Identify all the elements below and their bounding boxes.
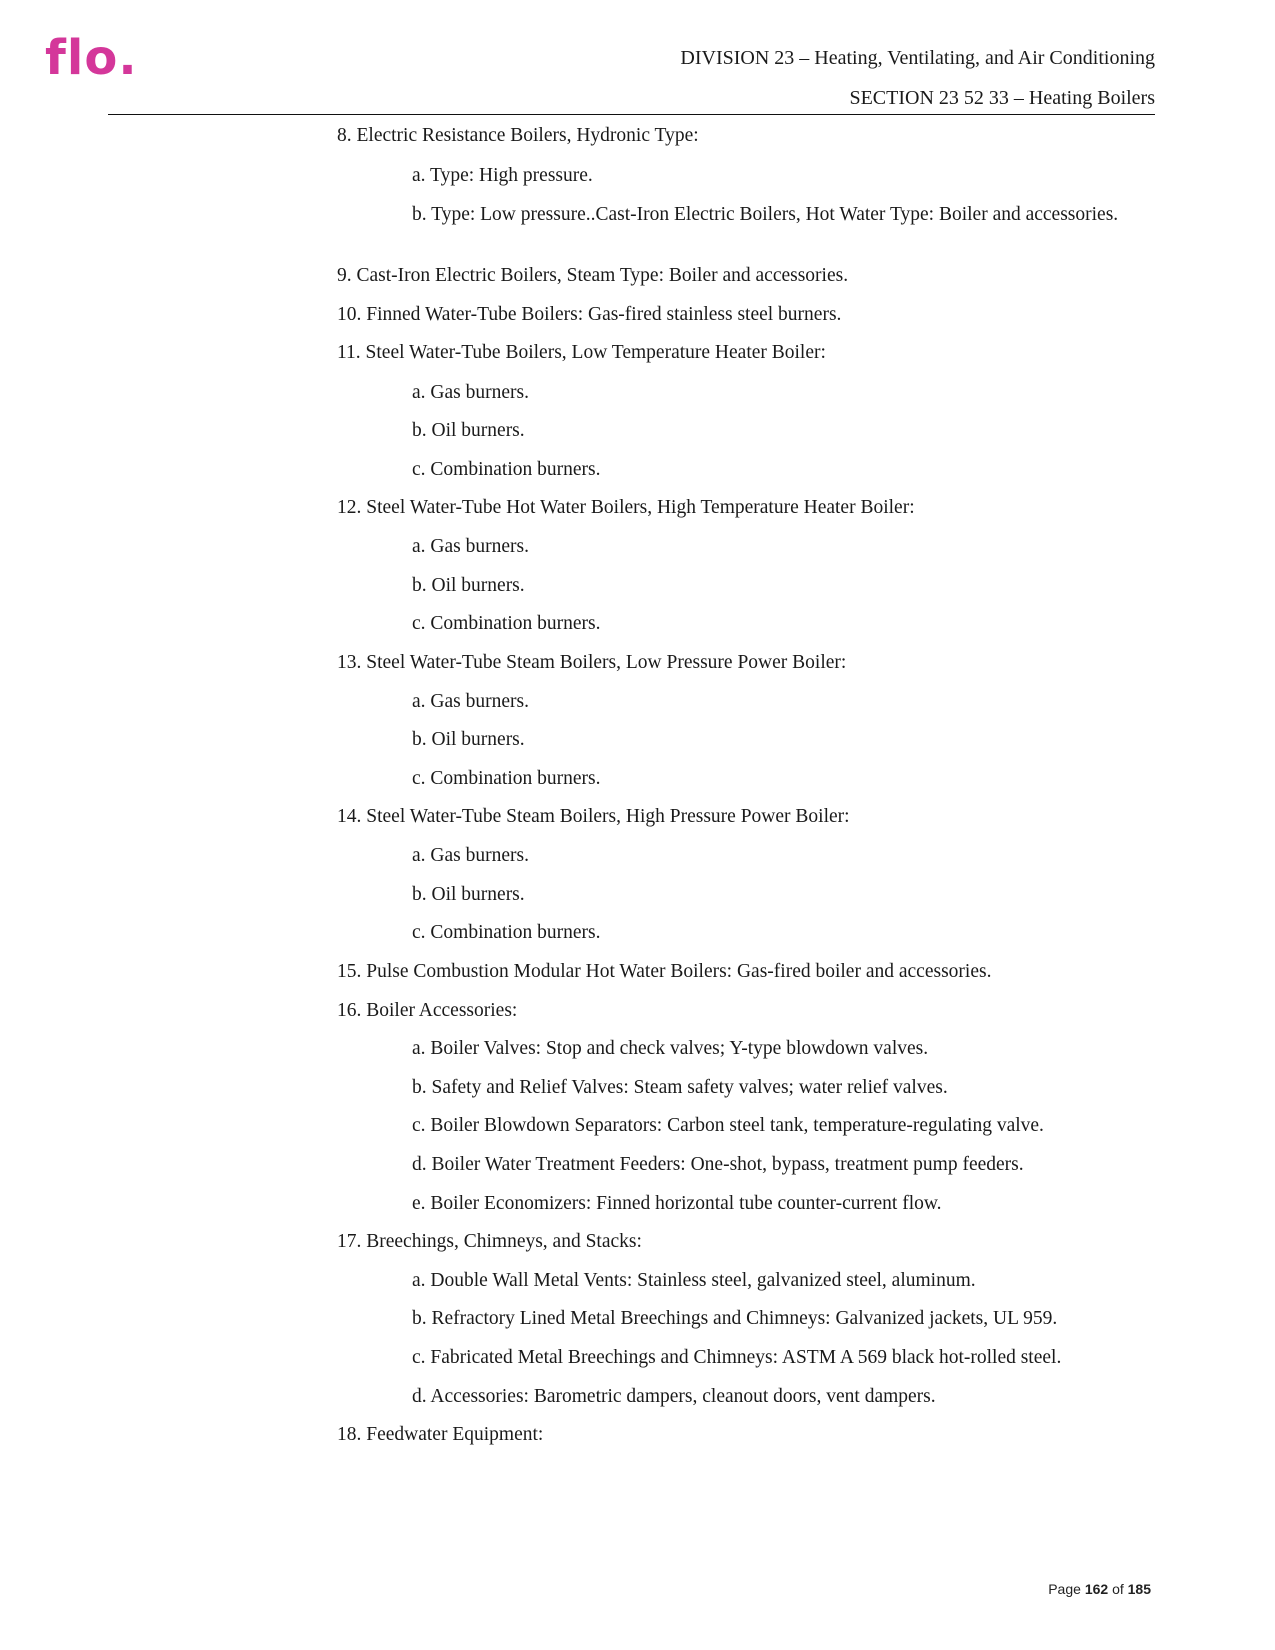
list-subitem: c. Fabricated Metal Breechings and Chimneys: ASTM A 569 black hot-rolled steel. [412, 1347, 1062, 1368]
list-subitem: b. Type: Low pressure..Cast-Iron Electric Boilers, Hot Water Type: Boiler and accessories. [412, 204, 1119, 225]
list-subitem: c. Combination burners. [412, 768, 601, 789]
list-item: 16. Boiler Accessories: [337, 1000, 518, 1021]
list-item: 11. Steel Water-Tube Boilers, Low Temperature Heater Boiler: [337, 342, 826, 363]
list-item: 12. Steel Water-Tube Hot Water Boilers, High Temperature Heater Boiler: [337, 497, 915, 518]
list-subitem: a. Gas burners. [412, 536, 529, 557]
list-subitem: c. Boiler Blowdown Separators: Carbon steel tank, temperature-regulating valve. [412, 1115, 1044, 1136]
list-item: 15. Pulse Combustion Modular Hot Water Boilers: Gas-fired boiler and accessories. [337, 961, 992, 982]
flo-logo: flo. [45, 30, 138, 86]
list-subitem: a. Double Wall Metal Vents: Stainless steel, galvanized steel, aluminum. [412, 1270, 976, 1291]
list-subitem: a. Gas burners. [412, 691, 529, 712]
list-subitem: b. Oil burners. [412, 575, 525, 596]
list-subitem: a. Type: High pressure. [412, 165, 593, 186]
list-subitem: a. Gas burners. [412, 382, 529, 403]
page-number [1048, 1581, 1151, 1597]
list-item: 17. Breechings, Chimneys, and Stacks: [337, 1231, 642, 1252]
page-current: 162 [1084, 1581, 1109, 1597]
header-section: SECTION 23 52 33 – Heating Boilers [849, 87, 1155, 109]
list-subitem: b. Refractory Lined Metal Breechings and Chimneys: Galvanized jackets, UL 959. [412, 1308, 1058, 1329]
list-subitem: b. Oil burners. [412, 884, 525, 905]
header-rule [108, 114, 1155, 115]
list-item: 13. Steel Water-Tube Steam Boilers, Low Pressure Power Boiler: [337, 652, 847, 673]
page-label: Page [1048, 1581, 1081, 1597]
list-item: 18. Feedwater Equipment: [337, 1424, 544, 1445]
list-item: 14. Steel Water-Tube Steam Boilers, High Pressure Power Boiler: [337, 806, 850, 827]
list-subitem: b. Oil burners. [412, 729, 525, 750]
list-subitem: c. Combination burners. [412, 459, 601, 480]
list-subitem: c. Combination burners. [412, 613, 601, 634]
list-subitem: d. Boiler Water Treatment Feeders: One-shot, bypass, treatment pump feeders. [412, 1154, 1024, 1175]
page-of-label: of [1112, 1581, 1124, 1597]
list-subitem: b. Safety and Relief Valves: Steam safety valves; water relief valves. [412, 1077, 948, 1098]
list-subitem: b. Oil burners. [412, 420, 525, 441]
list-subitem: d. Accessories: Barometric dampers, cleanout doors, vent dampers. [412, 1386, 936, 1407]
list-subitem: a. Gas burners. [412, 845, 529, 866]
list-item: 8. Electric Resistance Boilers, Hydronic Type: [337, 125, 699, 146]
list-subitem: c. Combination burners. [412, 922, 601, 943]
list-subitem: e. Boiler Economizers: Finned horizontal tube counter-current flow. [412, 1193, 942, 1214]
page-total: 185 [1127, 1581, 1151, 1597]
header-division: DIVISION 23 – Heating, Ventilating, and Air Conditioning [680, 47, 1155, 69]
list-item: 10. Finned Water-Tube Boilers: Gas-fired stainless steel burners. [337, 304, 842, 325]
list-subitem: a. Boiler Valves: Stop and check valves; Y-type blowdown valves. [412, 1038, 929, 1059]
list-item: 9. Cast-Iron Electric Boilers, Steam Type: Boiler and accessories. [337, 265, 849, 286]
